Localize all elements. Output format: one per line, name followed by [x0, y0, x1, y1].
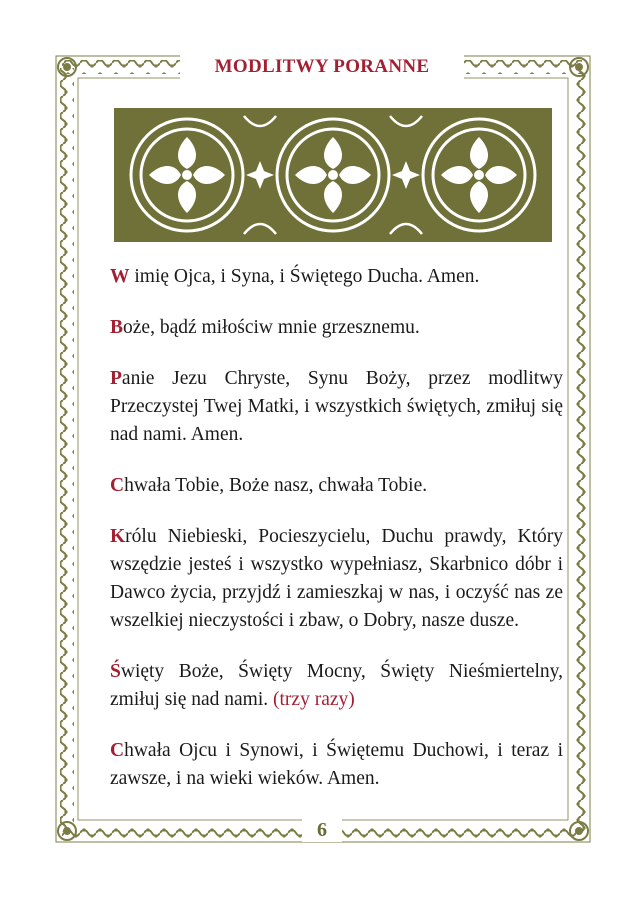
prayer-text [110, 263, 563, 816]
prayer-paragraph: W imię Ojca, i Syna, i Świętego Ducha. Amen. [110, 266, 480, 287]
byzantine-ornament-band [114, 108, 552, 242]
page-header-title: MODLITWY PORANNE [180, 54, 464, 80]
rubric-initial: K [110, 526, 126, 547]
prayer-paragraph: Chwała Tobie, Boże nasz, chwała Tobie. [110, 475, 428, 496]
page-number: 6 [302, 819, 342, 842]
prayer-paragraph: Boże, bądź miłościw mnie grzesznemu. [110, 317, 420, 338]
prayer-paragraph: Panie Jezu Chryste, Synu Boży, przez modlitwy Przeczystej Twej Matki, i wszystkich świętych, zmiłuj się nad nami. Amen. [110, 368, 563, 445]
prayer-paragraph: Królu Niebieski, Pocieszycielu, Duchu prawdy, Który wszędzie jesteś i wszystko wypełniasz, Skarbnico dóbr i Dawco życia, przyjdź i zamieszkaj w nas, i oczyść nas ze wszelkiej nieczystości i zbaw, o Dobry, nasze dusze. [110, 526, 563, 631]
rubric-initial: C [110, 740, 125, 761]
rubric-initial: C [110, 475, 125, 496]
rubric-initial: B [110, 317, 124, 338]
rubric-initial: W [110, 266, 130, 287]
prayer-paragraph: Święty Boże, Święty Mocny, Święty Nieśmiertelny, zmiłuj się nad nami. (trzy razy) [110, 661, 563, 710]
rubric-initial: Ś [110, 661, 121, 682]
rubric-note: (trzy razy) [273, 689, 355, 710]
prayer-paragraph: Chwała Ojcu i Synowi, i Świętemu Duchowi, i teraz i zawsze, i na wieki wieków. Amen. [110, 740, 563, 789]
rubric-initial: P [110, 368, 122, 389]
